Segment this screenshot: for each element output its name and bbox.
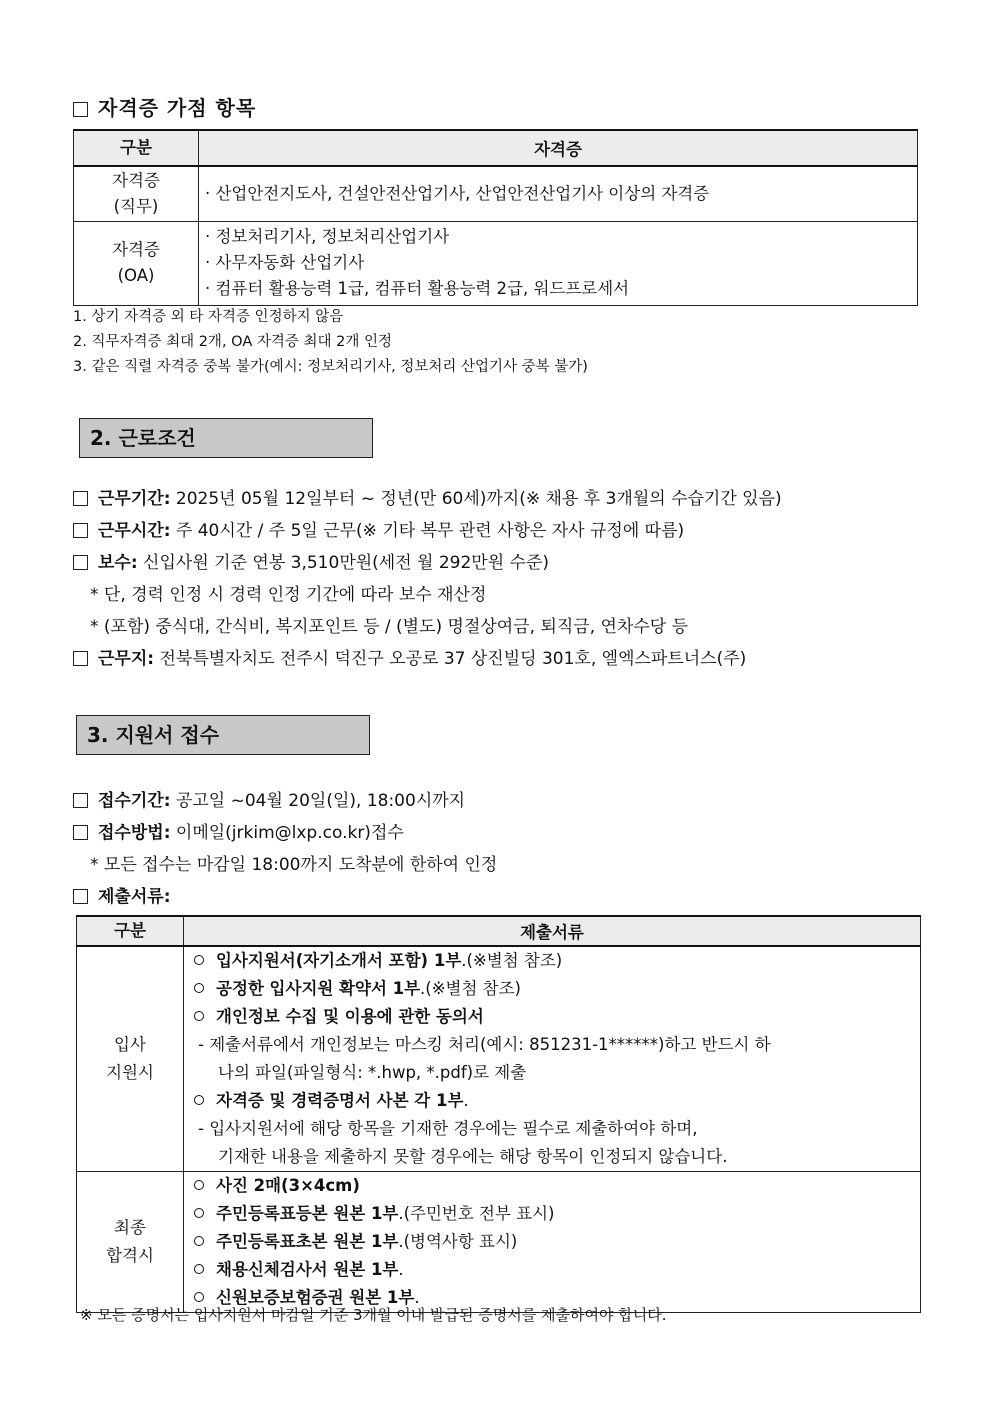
cert-section-heading [73, 92, 256, 121]
circle-bullet-icon [194, 1208, 204, 1218]
doc-subnote-cont: 기재한 내용을 제출하지 못할 경우에는 해당 항목이 인정되지 않습니다. [218, 1147, 728, 1166]
doc-item: 자격증 및 경력증명서 사본 각 1부. [194, 1087, 920, 1115]
docs-table [76, 915, 921, 1313]
apply-period-line: 접수기간: 공고일 ~04월 20일(일), 18:00시까지 [73, 786, 465, 811]
circle-bullet-icon [194, 1095, 204, 1105]
docs-line: 제출서류: [73, 882, 171, 907]
cert-table-header-category: 구분 [74, 130, 199, 166]
checkbox-square-icon [73, 651, 88, 666]
docs-apply-items [184, 946, 921, 1172]
work-hours-line: 근무시간: 주 40시간 / 주 5일 근무(※ 기타 복무 관련 사항은 자사 규정에 따름) [73, 516, 684, 541]
docs-final-category: 최종 합격시 [77, 1172, 184, 1313]
checkbox-square-icon [73, 825, 88, 840]
doc-item: 사진 2매(3×4cm) [194, 1172, 920, 1200]
docs-footnote: ※ 모든 증명서는 입사지원서 마감일 기준 3개월 이내 발급된 증명서를 제출하여야 합니다. [80, 1306, 667, 1324]
doc-item: 채용신체검사서 원본 1부. [194, 1256, 920, 1284]
checkbox-square-icon [73, 555, 88, 570]
cert-row-oa-category: 자격증 (OA) [74, 221, 199, 305]
docs-apply-category: 입사 지원시 [77, 946, 184, 1172]
pay-note: * 단, 경력 인정 시 경력 인정 기간에 따라 보수 재산정 [90, 585, 487, 605]
work-period-line: 근무기간: 2025년 05월 12일부터 ~ 정년(만 60세)까지(※ 채용 후 3개월의 수습기간 있음) [73, 484, 782, 509]
apply-method-line: 접수방법: 이메일(jrkim@lxp.co.kr)접수 [73, 818, 404, 843]
checkbox-square-icon [73, 523, 88, 538]
cert-note: 2. 직무자격증 최대 2개, OA 자격증 최대 2개 인정 [73, 334, 392, 350]
pay-line: 보수: 신입사원 기준 연봉 3,510만원(세전 월 292만원 수준) [73, 548, 549, 573]
circle-bullet-icon [194, 1011, 204, 1021]
checkbox-square-icon [73, 889, 88, 904]
pay-note: * (포함) 중식대, 간식비, 복지포인트 등 / (별도) 명절상여금, 퇴직금, 연차수당 등 [90, 617, 689, 637]
cert-row-job-category: 자격증 (직무) [74, 166, 199, 221]
doc-item: 주민등록표초본 원본 1부.(병역사항 표시) [194, 1228, 920, 1256]
doc-item: 신원보증보험증권 원본 1부. [194, 1284, 920, 1312]
doc-item: 주민등록표등본 원본 1부.(주민번호 전부 표시) [194, 1200, 920, 1228]
checkbox-square-icon [73, 102, 88, 117]
circle-bullet-icon [194, 1180, 204, 1190]
doc-subnote: - 제출서류에서 개인정보는 마스킹 처리(예시: 851231-1******)하고 반드시 하 [198, 1035, 771, 1054]
checkbox-square-icon [73, 491, 88, 506]
doc-subnote-cont: 나의 파일(파일형식: *.hwp, *.pdf)로 제출 [218, 1063, 527, 1082]
docs-table-header-docs: 제출서류 [184, 916, 921, 946]
cert-notes [73, 305, 588, 380]
circle-bullet-icon [194, 1236, 204, 1246]
cert-row-oa-items: · 정보처리기사, 정보처리산업기사 · 사무자동화 산업기사 · 컴퓨터 활용능력 1급, 컴퓨터 활용능력 2급, 워드프로세서 [199, 221, 918, 305]
cert-row-job-items: · 산업안전지도사, 건설안전산업기사, 산업안전산업기사 이상의 자격증 [199, 166, 918, 221]
doc-item: 입사지원서(자기소개서 포함) 1부.(※별첨 참조) [194, 947, 920, 975]
apply-method-note: * 모든 접수는 마감일 18:00까지 도착분에 한하여 인정 [90, 855, 498, 875]
doc-item: 공정한 입사지원 확약서 1부.(※별첨 참조) [194, 975, 920, 1003]
section3-header: 3. 지원서 접수 [76, 715, 370, 755]
doc-subnote: - 입사지원서에 해당 항목을 기재한 경우에는 필수로 제출하여야 하며, [198, 1119, 698, 1138]
docs-table-header-category: 구분 [77, 916, 184, 946]
circle-bullet-icon [194, 983, 204, 993]
section2-header: 2. 근로조건 [79, 418, 373, 458]
circle-bullet-icon [194, 955, 204, 965]
checkbox-square-icon [73, 793, 88, 808]
workplace-line: 근무지: 전북특별자치도 전주시 덕진구 오공로 37 상진빌딩 301호, 엘엑스파트너스(주) [73, 644, 746, 669]
docs-final-items [184, 1172, 921, 1313]
cert-table [73, 129, 918, 306]
circle-bullet-icon [194, 1292, 204, 1302]
cert-note: 3. 같은 직렬 자격증 중복 불가(예시: 정보처리기사, 정보처리 산업기사 중복 불가) [73, 359, 588, 375]
doc-item: 개인정보 수집 및 이용에 관한 동의서 [194, 1003, 920, 1031]
circle-bullet-icon [194, 1264, 204, 1274]
cert-section-title: 자격증 가점 항목 [98, 96, 257, 120]
cert-table-header-cert: 자격증 [199, 130, 918, 166]
cert-note: 1. 상기 자격증 외 타 자격증 인정하지 않음 [73, 309, 344, 325]
